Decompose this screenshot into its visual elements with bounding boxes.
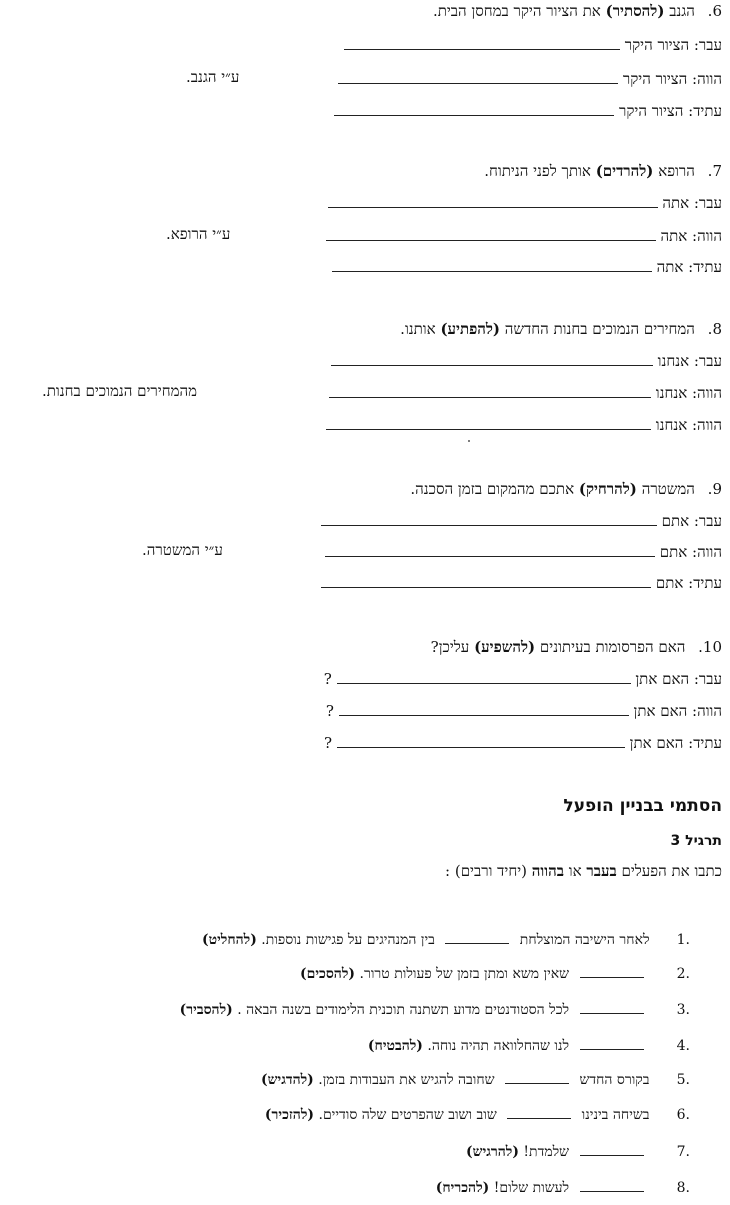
question-mark: ? (325, 702, 334, 720)
answer-blank[interactable] (325, 555, 655, 557)
row-label: הווה: אנחנו (655, 416, 722, 434)
item-text: שלמדת! (523, 1144, 570, 1160)
answer-row-present (326, 702, 722, 721)
answer-blank[interactable] (331, 364, 653, 366)
item-text-start: בקורס החדש (579, 1072, 650, 1088)
agent-phrase: ע״י הגנב. (186, 68, 240, 86)
item-5 (261, 1072, 690, 1089)
agent-phrase: מהמחירים הנמוכים בחנות. (42, 382, 198, 400)
item-2 (300, 966, 690, 983)
answer-row-future (334, 102, 722, 121)
item-3 (180, 1002, 690, 1019)
agent-phrase: ע״י הרופא. (166, 225, 231, 243)
item-text: לכל הסטודנטים מדוע תשתנה תוכנית הלימודים בשנה הבאה . (237, 1002, 570, 1018)
answer-blank[interactable] (580, 1191, 644, 1192)
item-text-start: לאחר הישיבה המוצלחת (519, 932, 650, 948)
sentence-end: אותך לפני הניתוח. (484, 162, 591, 180)
answer-blank[interactable] (338, 82, 618, 84)
verb-hint: (להרדים) (595, 162, 654, 180)
answer-row-past (344, 36, 722, 55)
verb-hint: (להכריח) (435, 1180, 490, 1196)
answer-blank[interactable] (505, 1083, 569, 1084)
item-text: שאין משא ומתן בזמן של פעולות טרור. (359, 966, 570, 982)
exercise-title (484, 162, 722, 181)
verb-hint: (להרגיש) (466, 1144, 519, 1160)
exercise-title (410, 480, 722, 499)
answer-row-future (321, 574, 722, 593)
sentence-end: עליכן? (430, 638, 470, 656)
item-8 (436, 1180, 690, 1197)
item-text: בין המנהיגים על פגישות נוספות. (261, 932, 435, 948)
row-label: עבר: האם אתן (635, 670, 722, 688)
item-text: שוב ושוב שהפרטים שלה סודיים. (318, 1107, 497, 1123)
row-label: עבר: אנחנו (657, 352, 722, 370)
sentence-start: האם הפרסומות בעיתונים (539, 638, 686, 656)
answer-blank[interactable] (445, 943, 509, 944)
row-label: עתיד: האם אתן (629, 734, 722, 752)
answer-row-past (331, 352, 722, 371)
item-number: .3 (676, 1002, 690, 1018)
item-number: .7 (676, 1144, 690, 1160)
item-number: .6 (676, 1107, 690, 1123)
instruction-start: כתבו את הפעלים (621, 862, 722, 880)
answer-blank[interactable] (337, 682, 631, 684)
answer-row-past (321, 512, 722, 531)
sentence-end: אותנו. (400, 320, 436, 338)
agent-phrase: ע״י המשטרה. (142, 541, 223, 559)
item-6 (265, 1107, 690, 1124)
verb-hint: (להרחיק) (578, 480, 637, 498)
instruction-present: בהווה (531, 862, 564, 880)
sentence-start: המשטרה (641, 480, 695, 498)
answer-blank[interactable] (326, 428, 651, 430)
exercise-number: 7. (707, 162, 722, 180)
verb-hint: (להחליט) (202, 932, 257, 948)
row-label: עתיד: הציור היקר (619, 102, 722, 120)
question-mark: ? (323, 670, 332, 688)
answer-row-future (332, 258, 722, 277)
verb-hint: (להסביר) (179, 1002, 233, 1018)
verb-hint: (להזכיר) (264, 1107, 315, 1123)
scan-speck (468, 440, 470, 442)
sentence-end: אתכם מהמקום בזמן הסכנה. (410, 480, 575, 498)
row-label: הווה: האם אתן (633, 702, 722, 720)
sentence-start: הגנב (669, 2, 695, 20)
verb-hint: (להסכים) (299, 966, 356, 982)
answer-blank[interactable] (326, 239, 656, 241)
item-4 (368, 1038, 690, 1055)
item-number: .2 (676, 966, 690, 982)
exercise-subheading: תרגיל 3 (670, 833, 722, 849)
exercise-title (431, 638, 722, 657)
item-text-start: בשיחה בינינו (581, 1107, 650, 1123)
answer-blank[interactable] (321, 524, 657, 526)
answer-blank[interactable] (332, 270, 652, 272)
answer-blank[interactable] (321, 586, 651, 588)
answer-row-present (326, 227, 722, 246)
exercise-number: 8. (707, 320, 722, 338)
answer-row-present (338, 70, 722, 89)
item-number: .1 (676, 932, 690, 948)
section-heading: הסתמי בבניין הופעל (563, 796, 722, 816)
exercise-number: 10. (698, 638, 722, 656)
answer-blank[interactable] (580, 1013, 644, 1014)
answer-blank[interactable] (339, 714, 629, 716)
answer-row-present (329, 384, 722, 403)
item-text: לעשות שלום! (493, 1180, 570, 1196)
row-label: עתיד: אתם (655, 574, 722, 592)
answer-blank[interactable] (328, 206, 658, 208)
row-label: עתיד: אתה (656, 258, 722, 276)
answer-blank[interactable] (580, 1155, 644, 1156)
instruction (445, 862, 722, 881)
instruction-or: או (568, 862, 582, 880)
verb-hint: (להבטיח) (367, 1038, 423, 1054)
answer-row-present (325, 543, 722, 562)
row-label: עבר: אתה (662, 194, 722, 212)
exercise-title (433, 2, 722, 21)
answer-blank[interactable] (507, 1118, 571, 1119)
answer-blank[interactable] (334, 114, 614, 116)
answer-blank[interactable] (580, 977, 644, 978)
verb-hint: (להשפיע) (474, 638, 536, 656)
item-text: שחובה להגיש את העבודות בזמן. (318, 1072, 495, 1088)
exercise-number: 6. (707, 2, 722, 20)
answer-blank[interactable] (337, 746, 625, 748)
instruction-end: (יחיד ורבים) : (445, 862, 527, 880)
verb-hint: (להסתיר) (605, 2, 665, 20)
item-number: .8 (676, 1180, 690, 1196)
answer-row-present-2 (326, 416, 722, 435)
sentence-start: המחירים הנמוכים בחנות החדשה (504, 320, 695, 338)
item-7 (466, 1144, 690, 1161)
question-mark: ? (324, 734, 333, 752)
answer-row-past (324, 670, 722, 689)
item-number: .5 (676, 1072, 690, 1088)
row-label: הווה: אתם (659, 543, 722, 561)
verb-hint: (להפתיע) (440, 320, 501, 338)
instruction-past: בעבר (586, 862, 617, 880)
answer-blank[interactable] (329, 396, 651, 398)
item-text: לנו שהחלוואה תהיה נוחה. (427, 1038, 570, 1054)
answer-blank[interactable] (580, 1049, 644, 1050)
row-label: עבר: אתם (661, 512, 722, 530)
item-1 (202, 932, 690, 949)
answer-row-past (328, 194, 722, 213)
row-label: הווה: אנחנו (655, 384, 722, 402)
row-label: עבר: הציור היקר (624, 36, 722, 54)
sentence-end: את הציור היקר במחסן הבית. (432, 2, 601, 20)
exercise-title (400, 320, 722, 339)
item-number: .4 (676, 1038, 690, 1054)
exercise-number: 9. (707, 480, 722, 498)
answer-row-future (324, 734, 722, 753)
row-label: הווה: אתה (660, 227, 722, 245)
sentence-start: הרופא (658, 162, 695, 180)
verb-hint: (להדגיש) (261, 1072, 314, 1088)
row-label: הווה: הציור היקר (622, 70, 722, 88)
answer-blank[interactable] (344, 48, 620, 50)
